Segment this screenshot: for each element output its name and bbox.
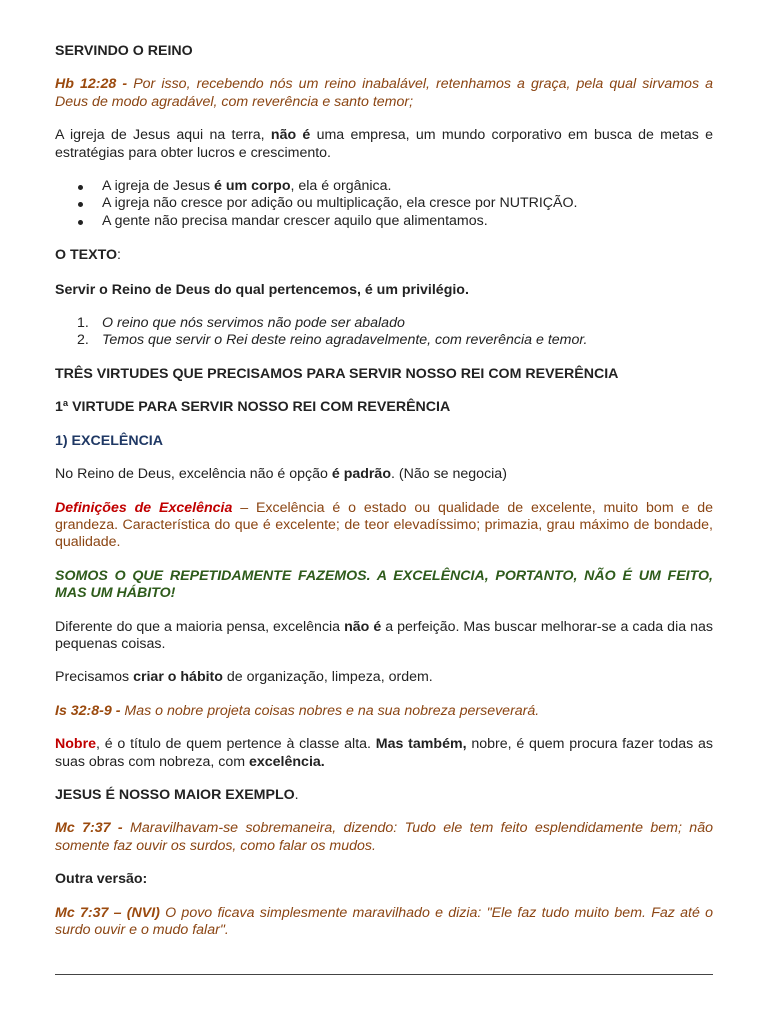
text-span: – Excelência é o estado ou qualidade de excelente, muito bom e de grandeza. Característica do que é excelente; de teor elevadíssimo; primazia, grau máximo de bondade, qualidade. <box>55 499 713 551</box>
list-item <box>55 332 713 349</box>
paragraph-nobre <box>55 736 713 771</box>
text-span: , é o título de quem pertence à classe alta. <box>96 736 371 753</box>
bold-span: é um corpo <box>214 178 291 195</box>
text-span: Temos que servir o Rei deste reino agradavelmente, com reverência e temor. <box>102 332 588 349</box>
servir-statement: Servir o Reino de Deus do qual pertencemos, é um privilégio. <box>55 281 469 298</box>
verse-mc-7-37 <box>55 820 713 855</box>
bold-span: O TEXTO <box>55 247 118 264</box>
heading-jesus-exemplo <box>55 787 713 804</box>
verse-reference: Is 32:8-9 - <box>55 702 121 719</box>
list-number: 2. <box>77 332 89 349</box>
text-span: A igreja não cresce por adição ou multiplicação, ela cresce por NUTRIÇÃO. <box>102 195 578 212</box>
heading-primeira-virtude: 1ª VIRTUDE PARA SERVIR NOSSO REI COM REVERÊNCIA <box>55 399 451 416</box>
paragraph-diferente <box>55 619 713 654</box>
list-item <box>55 178 713 195</box>
verse-is-32 <box>55 703 713 720</box>
bold-span: não é <box>344 618 382 635</box>
verse-reference: Hb 12:28 - <box>55 76 128 93</box>
text-span: nobre, é quem procura fazer todas as suas obras com nobreza, com <box>55 736 713 770</box>
text-span: A igreja de Jesus <box>102 178 211 195</box>
text-span: No Reino de Deus, excelência não é opção <box>55 466 328 483</box>
list-item <box>55 315 713 332</box>
quote-somos: SOMOS O QUE REPETIDAMENTE FAZEMOS. A EXCELÊNCIA, PORTANTO, NÃO É UM FEITO, MAS UM HÁBITO! <box>55 567 713 602</box>
bullet-list <box>55 178 713 230</box>
bold-span: Mas também, <box>375 736 467 753</box>
definition-label: Definições de Excelência <box>55 499 233 516</box>
paragraph-definicoes <box>55 500 713 552</box>
list-item <box>55 195 713 212</box>
bold-span: criar o hábito <box>133 669 223 686</box>
text-span: O reino que nós servimos não pode ser abalado <box>102 315 405 332</box>
text-span: : <box>117 247 121 264</box>
bold-span: é padrão <box>331 466 391 483</box>
heading-excelencia: 1) EXCELÊNCIA <box>55 432 163 449</box>
text-span: uma empresa, um mundo corporativo em busca de metas e estratégias para obter lucros e crescimento. <box>55 127 713 161</box>
paragraph-no-reino <box>55 466 713 483</box>
verse-text: Maravilhavam-se sobremaneira, dizendo: Tudo ele tem feito esplendidamente bem; não somente faz ouvir os surdos, como falar os mudos. <box>55 820 713 854</box>
verse-mc-7-37-nvi <box>55 905 713 940</box>
text-span: A gente não precisa mandar crescer aquilo que alimentamos. <box>102 212 488 229</box>
document-page <box>55 33 713 939</box>
verse-text: Mas o nobre projeta coisas nobres e na sua nobreza perseverará. <box>124 702 540 719</box>
text-span: Precisamos <box>55 669 130 686</box>
text-span: a perfeição. Mas buscar melhorar-se a cada dia nas pequenas coisas. <box>55 618 713 652</box>
verse-text: O povo ficava simplesmente maravilhado e dizia: "Ele faz tudo muito bem. Faz até o surdo ouvir e o mudo falar". <box>55 904 713 938</box>
heading-o-texto <box>55 247 713 264</box>
text-span: . <box>294 786 299 803</box>
list-item <box>55 213 713 230</box>
document-title: SERVINDO O REINO <box>55 43 193 59</box>
verse-reference: Mc 7:37 – (NVI) <box>55 904 160 921</box>
heading-outra-versao: Outra versão: <box>55 871 148 888</box>
text-span: , ela é orgânica. <box>290 178 392 195</box>
text-span: . (Não se negocia) <box>391 466 507 483</box>
footer-divider <box>55 974 713 975</box>
heading-tres-virtudes: TRÊS VIRTUDES QUE PRECISAMOS PARA SERVIR NOSSO REI COM REVERÊNCIA <box>55 365 619 382</box>
bold-span: JESUS É NOSSO MAIOR EXEMPLO <box>55 786 295 803</box>
verse-text: Por isso, recebendo nós um reino inabalável, retenhamos a graça, pela qual sirvamos a Deus de modo agradável, com reverência e santo temor; <box>55 76 714 110</box>
list-number: 1. <box>77 315 89 332</box>
paragraph-precisamos <box>55 669 713 686</box>
text-span: de organização, limpeza, ordem. <box>226 669 433 686</box>
text-span: Diferente do que a maioria pensa, excelência <box>55 618 341 635</box>
text-span: A igreja de Jesus aqui na terra, <box>55 127 265 144</box>
bold-span: não é <box>270 127 311 144</box>
paragraph-igreja <box>55 127 713 162</box>
numbered-list <box>55 315 713 350</box>
highlight-word: Nobre <box>55 736 96 753</box>
bold-span: excelência. <box>249 753 325 770</box>
verse-hb-12-28 <box>55 76 713 111</box>
verse-reference: Mc 7:37 - <box>55 820 123 837</box>
